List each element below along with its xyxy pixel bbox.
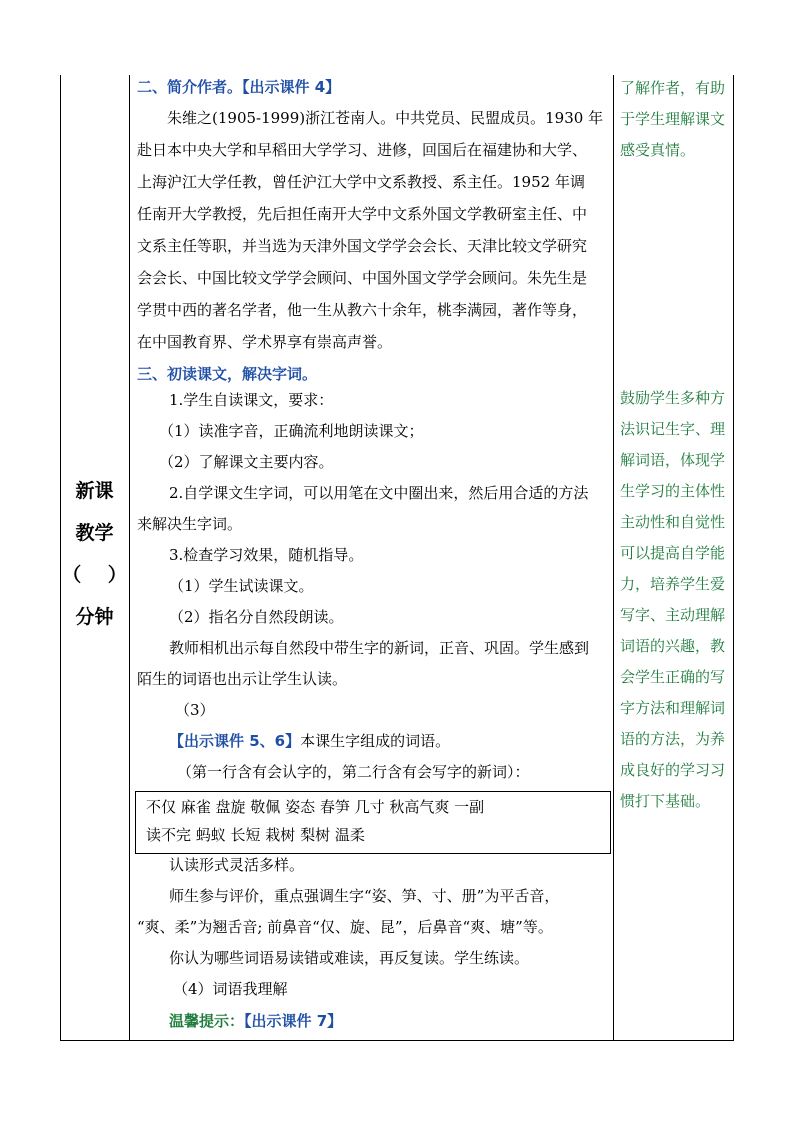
table-divider-1 bbox=[129, 75, 130, 1041]
paragraph-line: 认读形式灵活多样。 bbox=[169, 856, 305, 874]
note-line: 鼓励学生多种方 bbox=[620, 389, 726, 407]
label-line: （ ） bbox=[62, 564, 127, 586]
note-line: 成良好的学习习 bbox=[620, 761, 726, 779]
paragraph-line: 朱维之(1905-1999)浙江苍南人。中共党员、民盟成员。1930 年 bbox=[167, 109, 604, 127]
note-line: 法识记生字、理 bbox=[620, 420, 726, 438]
paragraph-line: 赴日本中央大学和早稻田大学学习、进修，回国后在福建协和大学、 bbox=[137, 141, 588, 159]
paragraph-line: 1.学生自读课文，要求： bbox=[169, 391, 334, 409]
note-line: 感受真情。 bbox=[620, 141, 696, 159]
label-line: 新课 bbox=[75, 480, 114, 502]
tip-label: 温馨提示： bbox=[169, 1012, 245, 1030]
section3-heading: 三、初读课文，解决字词。 bbox=[137, 365, 318, 383]
section2-heading: 二、简介作者。 bbox=[137, 78, 243, 96]
paragraph-line: “爽、柔”为翘舌音; 前鼻音“仅、旋、昆”，后鼻音“爽、塘”等。 bbox=[137, 918, 553, 936]
courseware-tag: 【出示课件 7】 bbox=[244, 1012, 343, 1030]
note-line: 可以提高自学能 bbox=[620, 544, 726, 562]
note-line: 惯打下基础。 bbox=[620, 792, 711, 810]
table-divider-2 bbox=[613, 75, 614, 1041]
courseware-tag: 【出示课件 5、6】 bbox=[169, 732, 301, 750]
courseware-tag: 【出示课件 4】 bbox=[242, 78, 341, 96]
paragraph-line: 会会长、中国比较文学学会顾问、中国外国文学学会顾问。朱先生是 bbox=[137, 269, 588, 287]
vocab-row: 不仅 麻雀 盘旋 敬佩 姿态 春笋 几寸 秋高气爽 一副 bbox=[146, 798, 485, 816]
note-line: 生学习的主体性 bbox=[620, 482, 726, 500]
courseware-line bbox=[169, 731, 450, 751]
vocab-box bbox=[135, 791, 611, 854]
section-label bbox=[60, 470, 129, 638]
paragraph-line: （4）词语我理解 bbox=[173, 980, 288, 998]
paragraph-line: 在中国教育界、学术界享有崇高声誉。 bbox=[137, 333, 393, 351]
paragraph-line: 学贯中西的著名学者，他一生从教六十余年，桃李满园，著作等身， bbox=[137, 301, 588, 319]
courseware-text: 本课生字组成的词语。 bbox=[300, 732, 451, 750]
paragraph-line: （1）学生试读课文。 bbox=[169, 577, 314, 595]
note-line: 写字、主动理解 bbox=[620, 606, 726, 624]
note-line: 语的方法，为养 bbox=[620, 730, 726, 748]
tip-line bbox=[169, 1011, 342, 1031]
paragraph-line: （2）了解课文主要内容。 bbox=[159, 453, 334, 471]
paragraph-line: （2）指名分自然段朗读。 bbox=[169, 608, 344, 626]
note-line: 于学生理解课文 bbox=[620, 110, 726, 128]
paragraph-line: 3.检查学习效果，随机指导。 bbox=[169, 546, 364, 564]
paragraph-line: 上海沪江大学任教，曾任沪江大学中文系教授、系主任。1952 年调 bbox=[137, 173, 585, 191]
paragraph-line: 2.自学课文生字词，可以用笔在文中圈出来，然后用合适的方法 bbox=[169, 484, 589, 502]
label-line: 分钟 bbox=[75, 606, 114, 628]
table-bottom-border bbox=[60, 1040, 734, 1041]
paragraph-line: （1）读准字音，正确流利地朗读课文； bbox=[159, 422, 424, 440]
note-line: 了解作者，有助 bbox=[620, 79, 726, 97]
note-line: 词语的兴趣，教 bbox=[620, 637, 726, 655]
table-right-border bbox=[733, 75, 734, 1041]
note-line: 解词语，体现学 bbox=[620, 451, 726, 469]
paragraph-line: 教师相机出示每自然段中带生字的新词，正音、巩固。学生感到 bbox=[169, 639, 590, 657]
paragraph-line: 师生参与评价，重点强调生字“姿、笋、寸、册”为平舌音， bbox=[169, 887, 560, 905]
note-line: 主动性和自觉性 bbox=[620, 513, 726, 531]
vocab-row: 读不完 蚂蚁 长短 栽树 梨树 温柔 bbox=[146, 826, 365, 844]
paragraph-line: 来解决生字词。 bbox=[137, 515, 243, 533]
paragraph-line: （3） bbox=[175, 701, 215, 719]
paragraph-line: 你认为哪些词语易读错或难读，再反复读。学生练读。 bbox=[169, 949, 530, 967]
note-line: 力，培养学生爱 bbox=[620, 575, 726, 593]
paragraph-line: 陌生的词语也出示让学生认读。 bbox=[137, 670, 348, 688]
section2-heading-line bbox=[137, 77, 340, 97]
label-line: 教学 bbox=[75, 522, 114, 544]
vocab-note: （第一行含有会认字的，第二行含有会写字的新词）： bbox=[177, 763, 530, 781]
note-line: 会学生正确的写 bbox=[620, 668, 726, 686]
paragraph-line: 文系主任等职，并当选为天津外国文学学会会长、天津比较文学研究 bbox=[137, 237, 588, 255]
note-line: 字方法和理解词 bbox=[620, 699, 726, 717]
paragraph-line: 任南开大学教授，先后担任南开大学中文系外国文学教研室主任、中 bbox=[137, 205, 588, 223]
